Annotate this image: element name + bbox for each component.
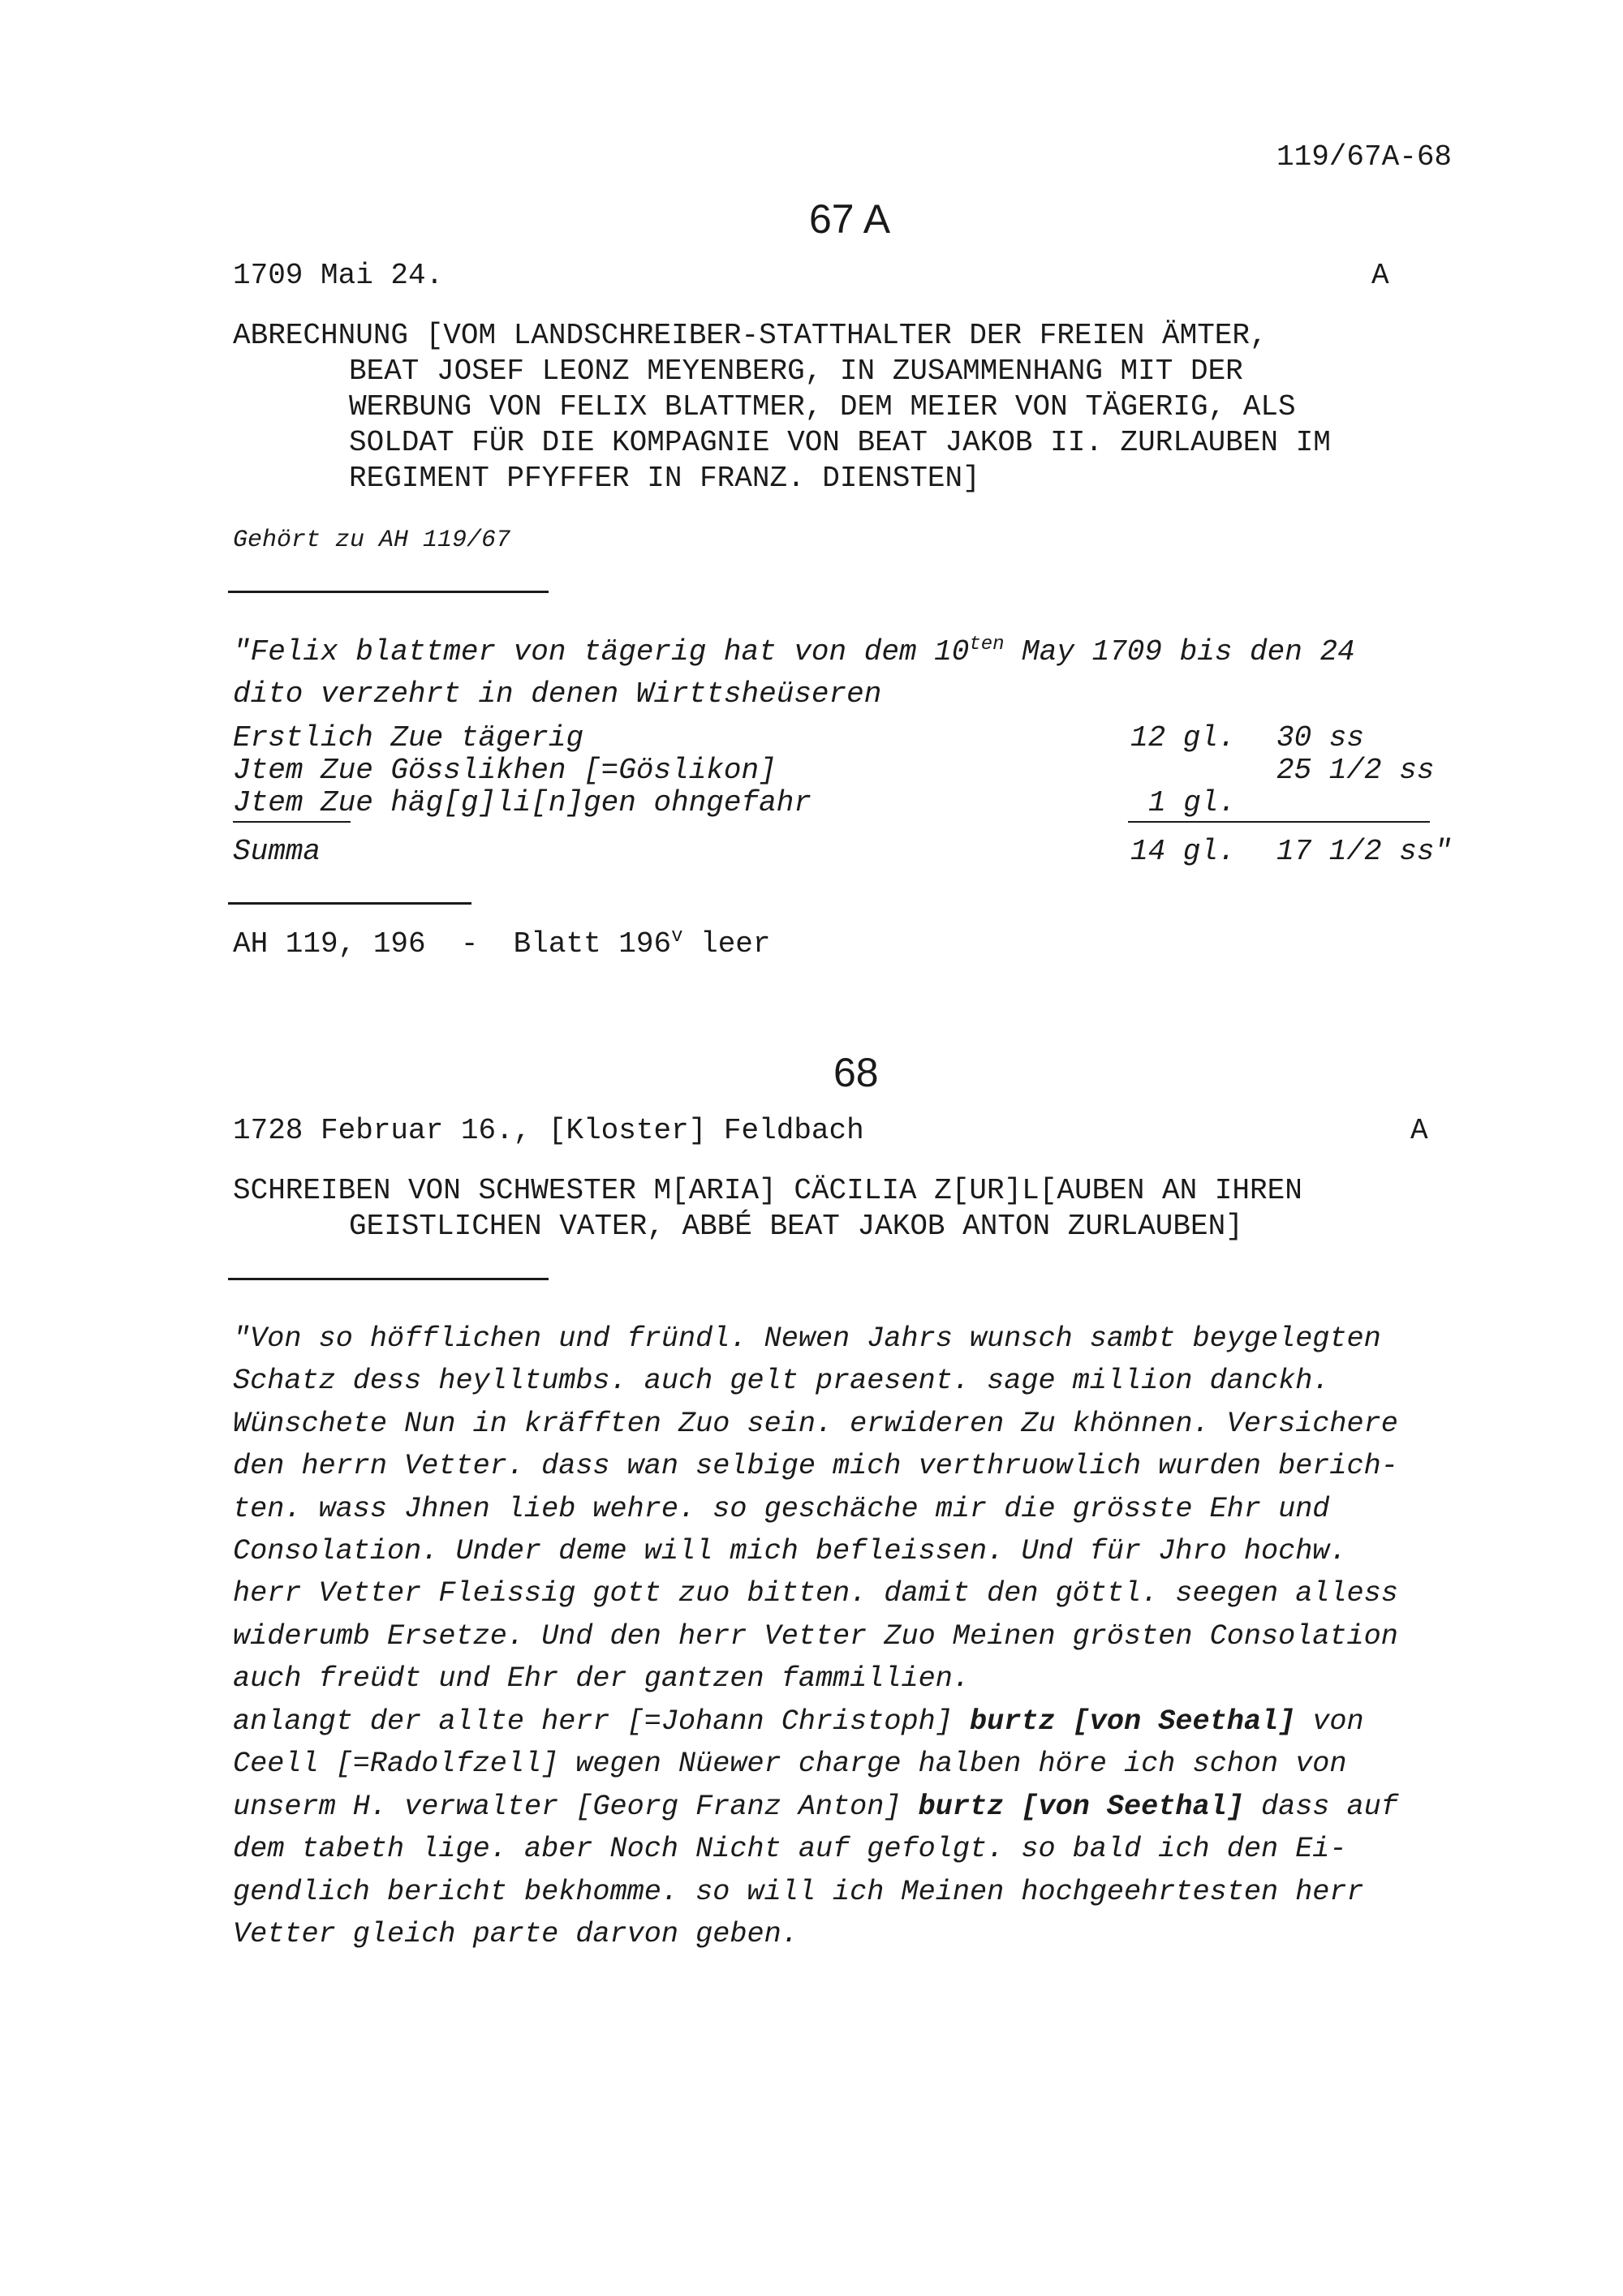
document-number-67 (809, 195, 890, 243)
letter-line: den herrn Vetter. dass wan selbige mich verthruowlich wurden berich- (233, 1450, 1398, 1482)
title-line: GEISTLICHEN VATER, ABBÉ BEAT JAKOB ANTON ZURLAUBEN] (349, 1210, 1243, 1243)
account-sum-label: Summa (233, 835, 321, 868)
letter-line: auch freüdt und Ehr der gantzen fammillien. (233, 1662, 970, 1695)
letter-line: Vetter gleich parte darvon geben. (233, 1918, 799, 1950)
account-row-label: Jtem Zue Gösslikhen [=Göslikon] (233, 754, 777, 787)
letter-line: widerumb Ersetze. Und den herr Vetter Zuo Meinen grösten Consolation (233, 1620, 1398, 1653)
page-reference: 119/67A-68 (1276, 140, 1453, 174)
source-text: AH 119, 196 - Blatt 196 (233, 927, 672, 961)
letter-text-run: anlangt der allte herr [=Johann Christoph] (233, 1705, 970, 1738)
document-67-date: 1709 Mai 24. (233, 259, 444, 292)
document-67-code: A (1371, 259, 1389, 292)
account-row-gulden: 12 gl. (1130, 721, 1236, 755)
letter-line: gendlich bericht bekhomme. so will ich Meinen hochgeehrtesten herr (233, 1876, 1364, 1908)
document-68-date: 1728 Februar 16., [Kloster] Feldbach (233, 1114, 864, 1147)
letter-text-run: dass auf (1243, 1791, 1398, 1823)
title-line: SCHREIBEN VON SCHWESTER M[ARIA] CÄCILIA Z[UR]L[AUBEN AN IHREN (233, 1174, 1302, 1207)
separator-rule (228, 591, 549, 593)
account-row-label: Erstlich Zue tägerig (233, 721, 584, 755)
account-row-schilling: 30 ss (1276, 721, 1365, 755)
title-line: ABRECHNUNG [VOM LANDSCHREIBER-STATTHALTER DER FREIEN ÄMTER, (233, 319, 1268, 352)
superscript: v (671, 926, 683, 948)
source-text: leer (682, 927, 771, 961)
account-row-schilling: 25 1/2 ss (1276, 754, 1435, 787)
sum-rule (1128, 821, 1430, 823)
account-row-label: Jtem Zue häg[g]li[n]gen ohngefahr (233, 786, 812, 819)
letter-text-run: von (1295, 1705, 1364, 1738)
title-line: WERBUNG VON FELIX BLATTMER, DEM MEIER VON TÄGERIG, ALS (349, 390, 1296, 424)
superscript: ten (969, 634, 1005, 656)
account-intro-line2: dito verzehrt in denen Wirttsheüseren (233, 677, 882, 711)
letter-line: Consolation. Under deme will mich befleissen. Und für Jhro hochw. (233, 1535, 1347, 1567)
document-number-suffix: A (863, 196, 891, 242)
document-67-note: Gehört zu AH 119/67 (233, 527, 511, 554)
letter-line: Schatz dess heylltumbs. auch gelt praesent. sage million danckh. (233, 1365, 1330, 1397)
document-number: 67 (809, 196, 855, 242)
account-sum-gulden: 14 gl. (1130, 835, 1236, 868)
separator-rule (228, 902, 471, 905)
letter-line (233, 1701, 1364, 1743)
person-name: burtz [von Seethal] (918, 1791, 1244, 1823)
account-row-gulden: 1 gl. (1148, 786, 1237, 819)
letter-line: dem tabeth lige. aber Noch Nicht auf gefolgt. so bald ich den Ei- (233, 1833, 1347, 1865)
letter-text-run: unserm H. verwalter [Georg Franz Anton] (233, 1791, 919, 1823)
document-number-68: 68 (833, 1050, 879, 1095)
title-line: BEAT JOSEF LEONZ MEYENBERG, IN ZUSAMMENHANG MIT DER (349, 355, 1243, 388)
account-sum-schilling: 17 1/2 ss" (1276, 835, 1453, 868)
letter-line (233, 1786, 1398, 1828)
letter-line: herr Vetter Fleissig gott zuo bitten. damit den göttl. seegen alless (233, 1577, 1398, 1610)
intro-text: May 1709 bis den 24 (1004, 635, 1355, 669)
separator-rule (228, 1278, 549, 1280)
intro-text: "Felix blattmer von tägerig hat von dem 10 (233, 635, 970, 669)
title-line: REGIMENT PFYFFER IN FRANZ. DIENSTEN] (349, 462, 980, 495)
label-underline (233, 821, 351, 823)
document-67-source (233, 927, 771, 962)
account-intro-line1 (233, 634, 1355, 670)
letter-line: Ceell [=Radolfzell] wegen Nüewer charge halben höre ich schon von (233, 1748, 1347, 1780)
letter-line: "Von so höfflichen und fründl. Newen Jahrs wunsch sambt beygelegten (233, 1322, 1381, 1355)
letter-line: ten. wass Jhnen lieb wehre. so geschäche mir die grösste Ehr und (233, 1493, 1330, 1525)
title-line: SOLDAT FÜR DIE KOMPAGNIE VON BEAT JAKOB II. ZURLAUBEN IM (349, 426, 1331, 459)
letter-line: Wünschete Nun in kräfften Zuo sein. erwideren Zu khönnen. Versichere (233, 1408, 1398, 1440)
person-name: burtz [von Seethal] (970, 1705, 1296, 1738)
document-68-code: A (1410, 1114, 1428, 1147)
